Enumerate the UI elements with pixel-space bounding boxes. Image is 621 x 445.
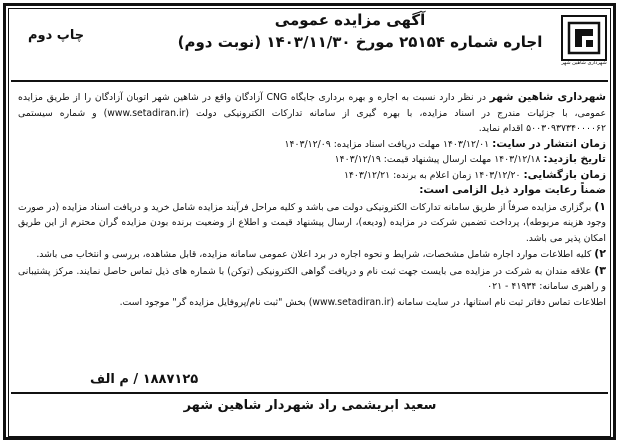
contact-line: اطلاعات تماس دفاتر ثبت نام استانها، در سایت سامانه (www.setadiran.ir) بخش "ثبت نام/پروفایل مزایده گر" موجود است.: [119, 296, 606, 308]
date-line-opening: [18, 168, 606, 184]
footer-code: ۱۸۸۷۱۲۵ / م الف: [90, 372, 199, 387]
intro-paragraph: [18, 90, 606, 137]
header-divider: [11, 80, 608, 82]
item-text: علاقه مندان به شرکت در مزایده می بایست جهت ثبت نام و دریافت گواهی الکترونیکی (توکن) با شماره های ذیل تماس حاصل نمایند. مرکز پشتیبانی و راهبری سامانه: ۴۱۹۳۴ - ۰۲۱: [18, 265, 606, 292]
date-line-publish: [18, 137, 606, 153]
date-label: تاریخ بازدید:: [543, 153, 606, 165]
date-line-visit: [18, 152, 606, 168]
date-label: زمان بازگشایی:: [523, 168, 606, 181]
requirement-item: [18, 246, 606, 263]
logo-caption: شهرداری شاهین شهر: [561, 60, 607, 66]
date-text: ۱۴۰۳/۱۲/۱۸ مهلت ارسال پیشنهاد قیمت: ۱۴۰۳/۱۲/۱۹: [334, 154, 544, 165]
requirement-item: [18, 199, 606, 247]
item-number: ۲): [594, 247, 606, 260]
notice-subtitle: اجاره شماره ۲۵۱۵۴ مورخ ۱۴۰۳/۱۱/۳۰ (نوبت دوم): [177, 33, 543, 51]
item-text: کلیه اطلاعات موارد اجاره شامل مشخصات، شرایط و نحوه اجاره در برد اعلان عمومی سامانه مزایده، قابل مشاهده، بررسی و انتخاب می باشد.: [36, 249, 595, 260]
intro-lead: شهرداری شاهین شهر: [489, 91, 606, 103]
item-number: ۱): [594, 199, 606, 213]
intro-text: در نظر دارد نسبت به اجاره و بهره برداری جایگاه CNG آزادگان واقع در شاهین شهر اتوبان آزادگان را از طریق مزایده عمومی، با جزئیات مندرج در اسناد مزایده، با بهره گیری از سامانه تدارکات الکترونیکی دولت (www.setadiran.ir) و شماره سیستمی ۵۰۰۳۰۹۳۷۳۴۰۰۰۰۶۲ اقدام نماید.: [18, 92, 606, 134]
date-label: زمان انتشار در سایت:: [492, 137, 606, 150]
edition-label: چاپ دوم: [28, 28, 85, 43]
item-number: ۳): [594, 263, 606, 277]
item-text: برگزاری مزایده صرفاً از طریق سامانه تدارکات الکترونیکی دولت می باشد و کلیه مراحل فرآیند مزایده شامل خرید و دریافت اسناد مزایده (در صورت وجود هزینه مربوطه)، پرداخت تضمین شرکت در مزایده (ودیعه)، ارسال پیشنهاد قیمت و اطلاع از وضعیت برنده بودن مزایده گران محترم از این طریق امکان پذیر می باشد.: [18, 201, 606, 244]
footer-divider: [11, 392, 608, 394]
requirements-heading: ضمناً رعایت موارد ذیل الزامی است:: [419, 184, 606, 196]
notice-body: [18, 90, 606, 310]
date-text: ۱۴۰۳/۱۲/۲۰ زمان اعلام به برنده: ۱۴۰۳/۱۲/۲۱: [343, 169, 524, 181]
signature: سعید ابریشمی راد شهردار شاهین شهر: [183, 398, 437, 413]
notice-title: آگهی مزایده عمومی: [274, 11, 426, 29]
requirement-item: [18, 263, 606, 295]
date-text: ۱۴۰۳/۱۲/۰۱ مهلت دریافت اسناد مزایده: ۱۴۰۳/۱۲/۰۹: [284, 138, 493, 150]
